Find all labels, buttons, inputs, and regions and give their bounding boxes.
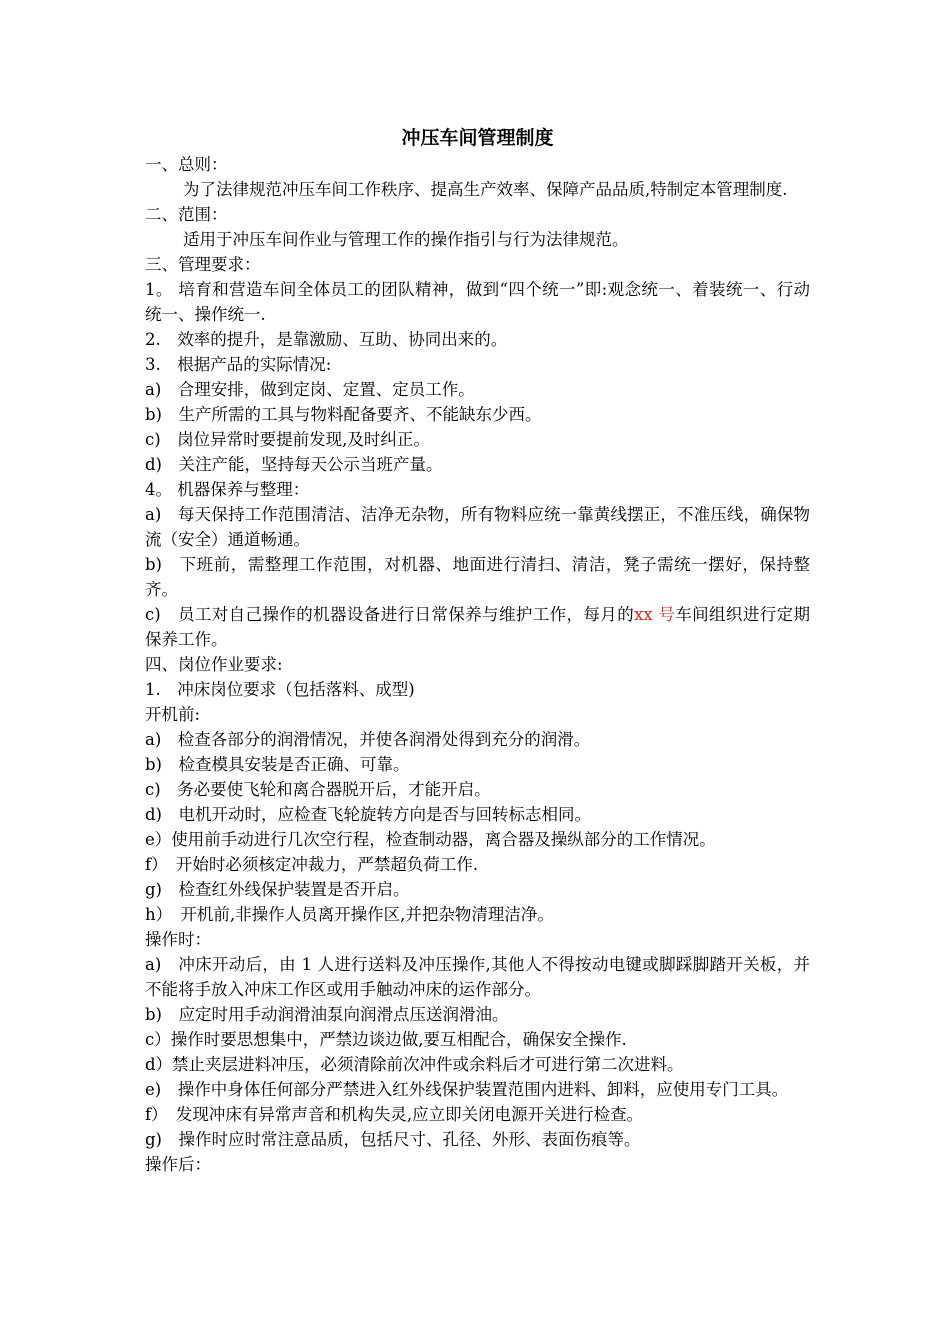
requirement-4c	[145, 602, 810, 652]
requirement-4a: a) 每天保持工作范围清洁、洁净无杂物，所有物料应统一靠黄线摆正，不准压线，确保物流（安全）通道畅通。	[145, 505, 810, 549]
requirement-3c: c) 岗位异常时要提前发现,及时纠正。	[145, 430, 430, 449]
before-c: c) 务必要使飞轮和离合器脱开后，才能开启。	[145, 780, 491, 799]
before-a: a) 检查各部分的润滑情况，并使各润滑处得到充分的润滑。	[145, 730, 591, 749]
section-heading-management: 三、管理要求：	[145, 255, 261, 274]
requirement-4: 4。 机器保养与整理：	[145, 480, 310, 499]
requirement-1: 1。 培育和营造车间全体员工的团队精神，做到“四个统一”即:观念统一、着装统一、行动统一、操作统一.	[145, 280, 810, 324]
requirement-3d: d) 关注产能，坚持每天公示当班产量。	[145, 455, 443, 474]
requirement-4c-start: c) 员工对自己操作的机器设备进行日常保养与维护工作，每月的	[145, 605, 635, 624]
section-body-scope: 适用于冲压车间作业与管理工作的操作指引与行为法律规范。	[183, 230, 629, 249]
before-g: g) 检查红外线保护装置是否开启。	[145, 880, 410, 899]
requirement-4b: b) 下班前，需整理工作范围，对机器、地面进行清扫、清洁，凳子需统一摆好，保持整齐。	[145, 555, 810, 599]
document-body	[145, 124, 810, 1177]
during-d: d）禁止夹层进料冲压，必须清除前次冲件或余料后才可进行第二次进料。	[145, 1055, 684, 1074]
before-h: h） 开机前,非操作人员离开操作区,并把杂物清理洁净。	[145, 905, 554, 924]
during-e: e) 操作中身体任何部分严禁进入红外线保护装置范围内进料、卸料，应使用专门工具。	[145, 1080, 789, 1099]
requirement-3b: b) 生产所需的工具与物料配备要齐、不能缺东少西。	[145, 405, 542, 424]
subheading-during-operation: 操作时：	[145, 930, 211, 949]
during-b: b) 应定时用手动润滑油泵向润滑点压送润滑油。	[145, 1005, 509, 1024]
job-1: 1. 冲床岗位要求（包括落料、成型)	[145, 680, 415, 699]
before-d: d) 电机开动时，应检查飞轮旋转方向是否与回转标志相同。	[145, 805, 591, 824]
section-body-general: 为了法律规范冲压车间工作秩序、提高生产效率、保障产品品质,特制定本管理制度.	[183, 180, 788, 199]
during-a: a) 冲床开动后，由 1 人进行送料及冲压操作,其他人不得按动电键或脚踩脚踏开关板，并不能将手放入冲床工作区或用手触动冲床的运作部分。	[145, 955, 810, 999]
during-f: f） 发现冲床有异常声音和机构失灵,应立即关闭电源开关进行检查。	[145, 1105, 644, 1124]
before-e: e）使用前手动进行几次空行程，检查制动器，离合器及操纵部分的工作情况。	[145, 830, 716, 849]
before-b: b) 检查模具安装是否正确、可靠。	[145, 755, 410, 774]
document-title: 冲压车间管理制度	[401, 127, 554, 149]
during-g: g) 操作时应时常注意品质，包括尺寸、孔径、外形、表面伤痕等。	[145, 1130, 641, 1149]
requirement-4c-highlight: xx 号	[634, 605, 676, 624]
requirement-3a: a) 合理安排，做到定岗、定置、定员工作。	[145, 380, 475, 399]
before-f: f） 开始时必须核定冲裁力，严禁超负荷工作.	[145, 855, 479, 874]
section-heading-general: 一、总则：	[145, 155, 228, 174]
section-heading-scope: 二、范围：	[145, 205, 228, 224]
requirement-2: 2. 效率的提升，是靠激励、互助、协同出来的。	[145, 330, 508, 349]
during-c: c）操作时要思想集中，严禁边谈边做,要互相配合，确保安全操作.	[145, 1030, 627, 1049]
requirement-3: 3. 根据产品的实际情况:	[145, 355, 332, 374]
subheading-after-operation: 操作后：	[145, 1155, 211, 1174]
subheading-before-start: 开机前:	[145, 705, 201, 724]
section-heading-job: 四、岗位作业要求:	[145, 655, 283, 674]
requirement-4c-end: 车间组织进行定期保养工作。	[145, 605, 811, 649]
